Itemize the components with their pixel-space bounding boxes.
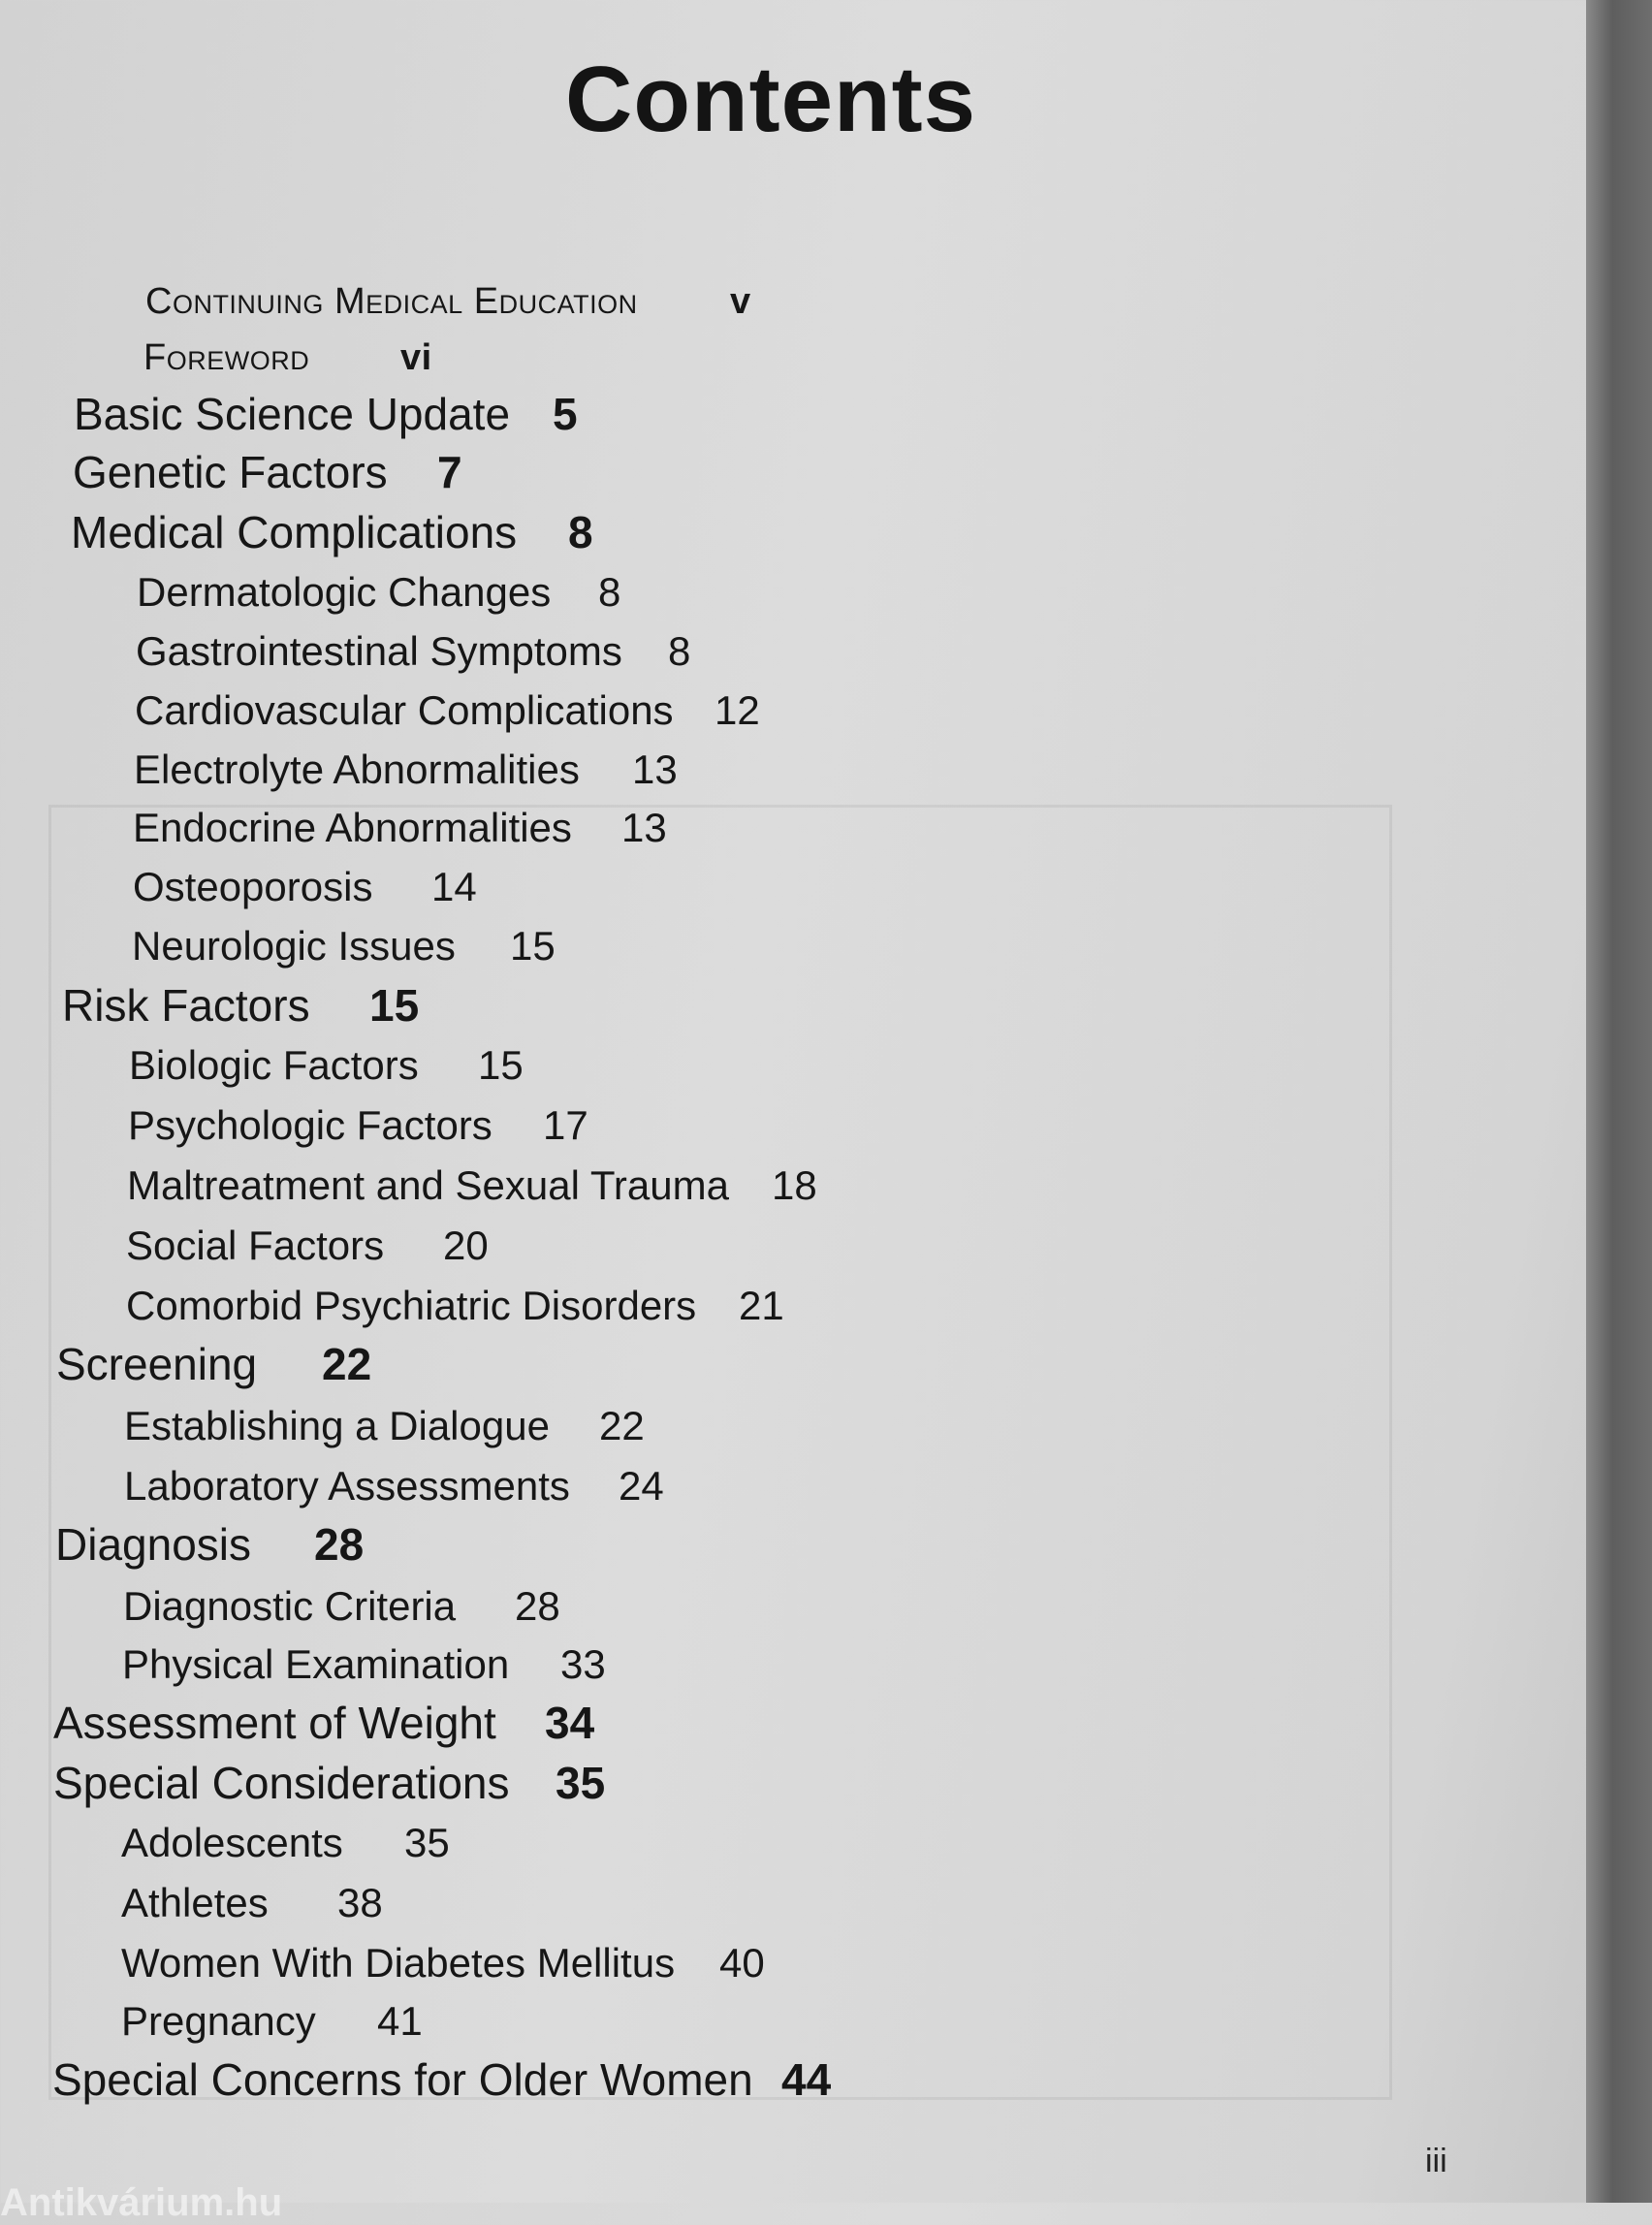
toc-entry-page: 8: [598, 569, 621, 615]
toc-entry-label: Athletes: [121, 1880, 269, 1925]
toc-entry-page: 13: [632, 747, 678, 792]
toc-entry-label: Risk Factors: [62, 980, 310, 1031]
toc-entry-neurologic-issues: [132, 923, 556, 969]
toc-entry-pregnancy: [121, 1998, 423, 2045]
toc-entry-label: Medical Complications: [71, 507, 518, 557]
toc-entry-page: 38: [337, 1880, 383, 1925]
toc-entry-label: Maltreatment and Sexual Trauma: [127, 1162, 729, 1208]
toc-entry-label: Diagnostic Criteria: [123, 1583, 457, 1629]
toc-entry-label: Cardiovascular Complications: [135, 687, 674, 733]
toc-entry-adolescents: [121, 1820, 450, 1866]
toc-entry-page: 28: [515, 1583, 560, 1629]
toc-entry-label: Women With Diabetes Mellitus: [121, 1940, 676, 1986]
toc-entry-page: 35: [556, 1758, 606, 1808]
toc-entry-label: Establishing a Dialogue: [124, 1403, 550, 1448]
toc-entry-establishing-a-dialogue: [124, 1403, 645, 1449]
toc-entry-page: 22: [322, 1339, 372, 1389]
toc-entry-label: Adolescents: [121, 1820, 343, 1865]
toc-entry-physical-examination: [122, 1641, 606, 1688]
toc-entry-label: Social Factors: [126, 1223, 385, 1268]
toc-entry-page: 28: [314, 1519, 365, 1570]
toc-entry-page: 33: [560, 1641, 606, 1687]
toc-entry-gastrointestinal-symptoms: [136, 628, 691, 675]
toc-entry-label: Biologic Factors: [129, 1042, 419, 1088]
toc-entry-assessment-of-weight: [53, 1697, 595, 1749]
toc-entry-label: Basic Science Update: [74, 389, 511, 439]
toc-entry-label: Physical Examination: [122, 1641, 510, 1687]
toc-entry-page: vi: [400, 337, 432, 378]
toc-entry-page: 34: [545, 1698, 595, 1748]
toc-entry-page: 15: [510, 923, 556, 969]
toc-entry-label: Genetic Factors: [73, 447, 388, 497]
page-number: iii: [1425, 2143, 1447, 2179]
toc-entry-label: Laboratory Assessments: [124, 1463, 570, 1509]
toc-entry-label: Continuing Medical Education: [145, 281, 638, 322]
toc-entry-risk-factors: [62, 979, 420, 1032]
toc-entry-maltreatment-and-sexual-trauma: [127, 1162, 817, 1209]
toc-entry-page: 12: [715, 687, 760, 733]
toc-entry-page: 18: [772, 1162, 817, 1208]
toc-entry-page: 13: [621, 805, 667, 850]
toc-entry-screening: [56, 1338, 372, 1390]
toc-entry-page: 17: [543, 1102, 588, 1148]
toc-entry-page: 5: [553, 389, 578, 439]
watermark: Antikvárium.hu: [0, 2181, 283, 2224]
toc-entry-genetic-factors: [73, 446, 462, 498]
toc-entry-label: Dermatologic Changes: [137, 569, 552, 615]
toc-entry-page: v: [730, 281, 751, 322]
toc-entry-label: Electrolyte Abnormalities: [134, 747, 580, 792]
toc-entry-page: 41: [377, 1998, 423, 2044]
page-title: Contents: [565, 48, 976, 151]
toc-entry-special-concerns-for-older-women: [52, 2053, 832, 2106]
toc-entry-label: Assessment of Weight: [53, 1698, 496, 1748]
toc-entry-label: Pregnancy: [121, 1998, 316, 2044]
toc-entry-biologic-factors: [129, 1042, 524, 1089]
toc-entry-label: Foreword: [143, 337, 310, 378]
toc-entry-page: 8: [668, 628, 691, 674]
toc-entry-athletes: [121, 1880, 383, 1926]
toc-entry-comorbid-psychiatric-disorders: [126, 1283, 784, 1329]
toc-entry-page: 24: [619, 1463, 664, 1509]
toc-entry-page: 44: [781, 2054, 832, 2105]
toc-entry-endocrine-abnormalities: [133, 805, 667, 851]
toc-entry-page: 14: [431, 864, 477, 909]
toc-entry-dermatologic-changes: [137, 569, 621, 616]
toc-entry-diagnostic-criteria: [123, 1583, 560, 1630]
toc-entry-label: Gastrointestinal Symptoms: [136, 628, 622, 674]
toc-entry-page: 35: [404, 1820, 450, 1865]
toc-entry-label: Comorbid Psychiatric Disorders: [126, 1283, 697, 1328]
toc-entry-page: 22: [599, 1403, 645, 1448]
toc-entry-electrolyte-abnormalities: [134, 747, 678, 793]
page-gutter-edge: [1586, 0, 1652, 2203]
toc-entry-page: 15: [369, 980, 420, 1031]
toc-entry-page: 15: [478, 1042, 524, 1088]
toc-entry-page: 8: [568, 507, 593, 557]
toc-entry-psychologic-factors: [128, 1102, 588, 1149]
toc-entry-special-considerations: [53, 1757, 606, 1809]
toc-entry-social-factors: [126, 1223, 489, 1269]
toc-entry-laboratory-assessments: [124, 1463, 664, 1510]
toc-entry-foreword: [143, 337, 432, 379]
toc-entry-label: Special Concerns for Older Women: [52, 2054, 753, 2105]
toc-entry-page: 21: [739, 1283, 784, 1328]
toc-entry-medical-complications: [71, 506, 593, 558]
toc-entry-label: Special Considerations: [53, 1758, 510, 1808]
toc-entry-basic-science-update: [74, 388, 578, 440]
toc-entry-osteoporosis: [133, 864, 477, 910]
toc-entry-label: Neurologic Issues: [132, 923, 456, 969]
toc-entry-women-with-diabetes-mellitus: [121, 1940, 765, 1987]
toc-entry-page: 40: [719, 1940, 765, 1986]
toc-entry-page: 20: [443, 1223, 489, 1268]
toc-entry-diagnosis: [55, 1518, 365, 1571]
toc-entry-page: 7: [437, 447, 462, 497]
toc-entry-cardiovascular-complications: [135, 687, 760, 734]
toc-entry-label: Screening: [56, 1339, 258, 1389]
toc-entry-label: Diagnosis: [55, 1519, 251, 1570]
toc-entry-label: Endocrine Abnormalities: [133, 805, 572, 850]
toc-entry-label: Psychologic Factors: [128, 1102, 492, 1148]
toc-entry-continuing-medical-education: [145, 281, 751, 323]
toc-entry-label: Osteoporosis: [133, 864, 373, 909]
